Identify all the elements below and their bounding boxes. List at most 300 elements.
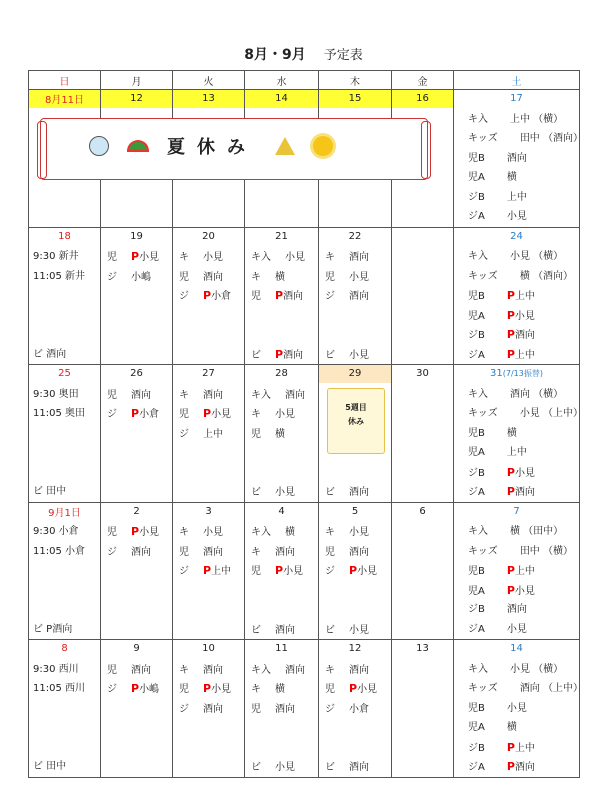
schedule-line: [29, 325, 100, 345]
p-mark: P: [203, 407, 212, 420]
mon-cell: [101, 520, 173, 640]
schedule-line: [319, 286, 391, 306]
class-code: 児B: [468, 702, 485, 714]
schedule-line: ビ 酒向: [33, 348, 67, 360]
schedule-line: [454, 660, 579, 680]
date-cell: [101, 502, 173, 520]
schedule-line: [173, 404, 244, 424]
schedule-line: 11:05 西川: [33, 683, 85, 694]
class-code: 児: [107, 389, 117, 401]
date-cell: [319, 640, 392, 658]
instructor-name: 酒向 （横）: [510, 388, 564, 400]
class-code: 児: [107, 664, 117, 676]
instructor-name: 酒向: [349, 252, 369, 263]
tue-cell: [173, 520, 245, 640]
class-code: キ入: [468, 251, 488, 262]
instructor-name: 小見: [275, 409, 295, 420]
class-code: ジA: [468, 762, 485, 773]
instructor-name: 小見: [357, 684, 378, 695]
date-cell: [29, 502, 101, 520]
p-mark: P: [506, 564, 515, 577]
class-code: キ入: [468, 663, 488, 675]
instructor-name: 酒向: [275, 546, 295, 558]
date-row: [29, 227, 580, 245]
schedule-line: [454, 168, 579, 188]
schedule-line: [319, 738, 391, 758]
schedule-line: [245, 660, 318, 680]
class-code: ジB: [468, 604, 485, 615]
date-cell: [319, 227, 392, 245]
schedule-line: [245, 561, 318, 581]
schedule-line: [245, 757, 318, 777]
schedule-line: [454, 443, 579, 463]
schedule-line: [173, 679, 244, 699]
instructor-name: 小見: [139, 527, 160, 538]
date-note: (7/13振替): [502, 369, 543, 379]
sunday-cell: [29, 383, 101, 503]
class-code: キ入: [468, 113, 488, 125]
schedule-line: [29, 561, 100, 581]
class-code: キ入: [251, 527, 271, 538]
schedule-line: ビ P酒向: [33, 623, 73, 635]
schedule-line: [29, 738, 100, 758]
schedule-line: [454, 345, 579, 365]
class-code: 児: [251, 703, 261, 715]
date-cell: [245, 227, 319, 245]
class-code: 児B: [468, 566, 485, 577]
instructor-name: 酒向: [349, 487, 369, 498]
instructor-name: P上中: [506, 740, 535, 754]
p-mark: P: [275, 347, 284, 361]
date-row: [29, 90, 580, 108]
date-label: 13: [416, 643, 429, 655]
date-label: 30: [416, 368, 429, 380]
date-cell: [319, 502, 392, 520]
instructor-name: 田中 （横）: [519, 545, 573, 557]
schedule-line: [245, 738, 318, 758]
date-label: 12: [348, 643, 362, 655]
class-code: キ: [325, 664, 335, 676]
instructor-name: 酒向: [283, 291, 304, 302]
schedule-line: [245, 325, 318, 345]
instructor-name: P上中: [506, 564, 535, 577]
instructor-name: 横: [285, 527, 295, 538]
schedule-line: [29, 424, 100, 444]
class-code: キッズ: [468, 683, 498, 694]
schedule-line: [319, 757, 391, 777]
date-cell: [173, 365, 245, 383]
friday-cell: [392, 245, 454, 365]
schedule-line: [454, 522, 579, 542]
schedule-line: [319, 600, 391, 620]
sun-icon: [313, 136, 333, 156]
schedule-line: [319, 306, 391, 326]
schedule-line: [173, 286, 244, 306]
class-code: 児: [251, 428, 261, 440]
instructor-name: 小倉: [349, 703, 369, 715]
weekday-wed: 水: [245, 71, 319, 90]
date-cell: [29, 227, 101, 245]
date-label: 13: [202, 93, 215, 105]
schedule-line: [101, 247, 172, 267]
date-cell: [392, 502, 454, 520]
instructor-name: 酒向: [131, 389, 151, 401]
sunday-cell: [29, 245, 101, 365]
class-code: ビ: [325, 762, 335, 773]
instructor-name: P小見: [506, 308, 535, 322]
schedule-line: [245, 267, 318, 287]
schedule-line: [319, 522, 391, 542]
date-label: 8: [61, 643, 68, 655]
class-code: ジ: [325, 703, 335, 715]
class-code: キ: [325, 527, 335, 538]
class-code: 児B: [468, 427, 485, 439]
instructor-name: 小倉: [211, 291, 232, 302]
schedule-line: [101, 660, 172, 680]
saturday-cell: [454, 383, 583, 503]
instructor-name: 酒向: [203, 703, 223, 715]
instructor-name: 酒向: [131, 664, 151, 676]
instructor-name: P酒向: [506, 760, 535, 773]
instructor-name: 小見: [349, 527, 369, 538]
schedule-line: [454, 385, 579, 405]
thu-cell: [319, 520, 392, 640]
schedule-line: [29, 286, 100, 306]
class-code: 児B: [468, 152, 485, 164]
p-mark: P: [203, 564, 212, 577]
date-label: 18: [58, 230, 71, 242]
class-code: ジ: [179, 291, 189, 302]
p-mark: P: [349, 682, 358, 695]
tue-cell: [173, 245, 245, 365]
class-code: ジ: [179, 428, 189, 440]
instructor-name: 酒向: [203, 389, 223, 401]
schedule-line: [454, 247, 579, 267]
week-row: [29, 520, 580, 640]
instructor-name: 酒向: [131, 546, 151, 558]
instructor-name: 酒向: [283, 349, 304, 361]
schedule-line: [319, 325, 391, 345]
date-label: 27: [202, 368, 215, 380]
date-cell: [319, 90, 392, 108]
schedule-line: [245, 385, 318, 405]
date-label: 25: [58, 368, 71, 380]
date-cell: [392, 640, 454, 658]
date-cell: [173, 502, 245, 520]
schedule-line: [454, 561, 579, 581]
schedule-line: [173, 247, 244, 267]
schedule-line: [454, 542, 579, 562]
schedule-line: [319, 247, 391, 267]
note-line2: 休み: [348, 417, 364, 426]
schedule-line: [319, 718, 391, 738]
class-code: ジ: [325, 566, 335, 577]
schedule-line: [454, 738, 579, 758]
mon-cell: [101, 245, 173, 365]
instructor-name: 酒向: [285, 664, 305, 676]
schedule-line: [101, 385, 172, 405]
class-code: ジ: [179, 703, 189, 715]
schedule-line: ビ 田中: [33, 486, 67, 497]
class-code: キ入: [468, 526, 488, 537]
date-row: [29, 365, 580, 383]
p-mark: P: [131, 525, 140, 538]
class-code: ジA: [468, 349, 485, 361]
class-code: キ: [251, 684, 261, 695]
class-code: キッズ: [468, 545, 498, 557]
schedule-line: [454, 110, 579, 130]
saturday-cell: [454, 245, 580, 365]
instructor-name: 酒向: [506, 604, 527, 615]
schedule-line: [173, 424, 244, 444]
schedule-line: [245, 247, 318, 267]
schedule-line: [454, 424, 579, 444]
schedule-line: [454, 699, 579, 719]
schedule-line: [454, 207, 579, 227]
class-code: キッズ: [468, 133, 498, 144]
class-code: 児: [107, 252, 117, 263]
date-cell: [454, 90, 580, 108]
date-label: 9: [133, 643, 140, 655]
schedule-line: [319, 620, 391, 640]
schedule-line: 9:30 西川: [33, 663, 79, 675]
date-cell: [173, 640, 245, 658]
schedule-line: [29, 699, 100, 719]
p-mark: P: [131, 682, 140, 695]
date-label: 29: [348, 368, 362, 380]
date-label: 20: [202, 230, 215, 242]
date-cell: [319, 365, 392, 383]
weekday-mon: 月: [101, 71, 173, 90]
date-cell: [29, 365, 101, 383]
instructor-name: 小見 （横）: [510, 251, 564, 262]
schedule-line: [454, 404, 583, 424]
schedule-line: [454, 482, 579, 502]
schedule-line: [454, 600, 579, 620]
instructor-name: 小見 （上中）: [519, 408, 583, 419]
schedule-line: 9:30 新井: [33, 251, 79, 262]
instructor-name: 小見: [506, 211, 527, 222]
schedule-line: [245, 482, 318, 502]
class-code: キ入: [251, 252, 271, 263]
instructor-name: 酒向: [203, 271, 223, 283]
schedule-line: [319, 542, 391, 562]
schedule-line: [245, 581, 318, 601]
instructor-name: 小見: [506, 702, 527, 714]
class-code: キ: [251, 271, 261, 283]
instructor-name: 小見: [357, 566, 378, 577]
class-code: ビ: [325, 487, 335, 498]
schedule-line: [454, 463, 579, 483]
wed-cell: [245, 658, 319, 778]
date-cell: [454, 227, 580, 245]
date-label: 8月11日: [44, 95, 85, 107]
schedule-line: [454, 306, 579, 326]
date-cell: [392, 90, 454, 108]
p-mark: P: [506, 583, 515, 597]
schedule-line: [245, 404, 318, 424]
schedule-line: [245, 699, 318, 719]
instructor-name: 小見: [139, 252, 160, 263]
instructor-name: 酒向: [285, 389, 305, 401]
wed-cell: [245, 383, 319, 503]
instructor-name: 上中: [211, 566, 232, 577]
date-cell: [245, 90, 319, 108]
class-code: キ: [325, 252, 335, 263]
p-mark: P: [275, 289, 284, 302]
date-cell: [173, 90, 245, 108]
date-label: 16: [416, 93, 429, 105]
schedule-line: [319, 561, 391, 581]
p-mark: P: [275, 564, 284, 577]
schedule-line: [245, 542, 318, 562]
p-mark: P: [506, 760, 515, 773]
instructor-name: 上中: [506, 191, 527, 203]
class-code: ビ: [251, 349, 261, 361]
saturday-cell: [454, 108, 583, 228]
weekday-header: [29, 71, 580, 90]
instructor-name: 横 （田中）: [510, 526, 564, 537]
banner-text: 夏休み: [167, 137, 257, 158]
schedule-line: [29, 581, 100, 601]
p-mark: P: [203, 289, 212, 302]
schedule-line: [173, 660, 244, 680]
weekday-sat: 土: [454, 71, 580, 90]
date-label: 5: [351, 505, 359, 517]
class-code: ジA: [468, 623, 485, 635]
saturday-cell: [454, 658, 583, 778]
schedule-line: [454, 267, 579, 287]
schedule-line: [173, 385, 244, 405]
class-code: ジ: [107, 684, 117, 695]
saturday-cell: [454, 520, 580, 640]
date-cell: [173, 227, 245, 245]
sunday-cell: [29, 520, 101, 640]
weekday-sun: 日: [29, 71, 101, 90]
date-label: 11: [275, 643, 288, 655]
instructor-name: 酒向: [203, 546, 223, 558]
schedule-line: [29, 463, 100, 483]
schedule-line: [454, 757, 579, 777]
date-label: 26: [130, 368, 143, 380]
class-code: 児: [179, 271, 189, 283]
schedule-line: 9:30 小倉: [33, 526, 79, 537]
p-mark: P: [203, 682, 212, 695]
p-mark: P: [506, 347, 515, 361]
date-label: 7: [513, 505, 520, 517]
schedule-line: [319, 345, 391, 365]
class-code: キッズ: [468, 408, 498, 419]
p-mark: P: [349, 564, 358, 577]
class-code: 児A: [468, 722, 485, 733]
week-row: [29, 658, 580, 778]
schedule-line: [454, 718, 579, 738]
class-code: ジA: [468, 211, 485, 222]
week-row: [29, 245, 580, 365]
page-title: [0, 44, 607, 64]
instructor-name: 横: [506, 172, 517, 183]
instructor-name: 酒向: [349, 546, 369, 558]
instructor-name: 横: [506, 427, 517, 439]
instructor-name: 酒向: [275, 624, 295, 636]
date-cell: [29, 90, 101, 108]
instructor-name: 田中 （酒向）: [519, 133, 583, 144]
class-code: ジB: [468, 330, 485, 341]
date-label: 12: [130, 93, 143, 105]
instructor-name: P上中: [506, 347, 535, 361]
p-mark: P: [131, 407, 140, 420]
class-code: ジ: [179, 566, 189, 577]
class-code: ビ: [251, 487, 261, 498]
schedule-line: 11:05 新井: [33, 270, 85, 282]
wed-cell: [245, 245, 319, 365]
bird-icon: [89, 136, 109, 156]
date-label: 14: [510, 643, 523, 655]
date-cell: [101, 640, 173, 658]
instructor-name: 小見: [506, 623, 527, 635]
date-label: 10: [202, 643, 215, 655]
schedule-line: [245, 718, 318, 738]
thu-cell: [319, 245, 392, 365]
class-code: 児: [179, 546, 189, 558]
instructor-name: 横: [275, 684, 285, 695]
schedule-line: [454, 286, 579, 306]
title-sub: 予定表: [323, 48, 363, 63]
date-row: [29, 640, 580, 658]
instructor-name: 小見: [349, 349, 369, 361]
class-code: ジB: [468, 191, 485, 203]
class-code: ジB: [468, 467, 485, 479]
date-label: 22: [348, 230, 362, 242]
date-cell: [245, 502, 319, 520]
schedule-line: [173, 699, 244, 719]
schedule-line: [454, 325, 579, 345]
schedule-line: [245, 306, 318, 326]
class-code: ビ: [325, 349, 335, 361]
instructor-name: 横: [275, 428, 285, 440]
date-label: 28: [275, 368, 288, 380]
schedule-line: [454, 581, 579, 601]
class-code: ジ: [107, 271, 117, 283]
date-cell: [101, 227, 173, 245]
schedule-line: [29, 306, 100, 326]
schedule-line: [454, 620, 579, 640]
date-cell: [101, 365, 173, 383]
schedule-line: [29, 600, 100, 620]
instructor-name: 酒向: [506, 152, 527, 164]
schedule-line: [101, 679, 172, 699]
class-code: キ: [251, 546, 261, 558]
date-cell: [392, 365, 454, 383]
schedule-line: [454, 679, 583, 699]
date-label: 14: [275, 93, 288, 105]
instructor-name: 酒向 （上中）: [519, 683, 583, 694]
instructor-name: P小見: [506, 465, 535, 479]
class-code: 児A: [468, 585, 485, 597]
date-label: 9月1日: [48, 507, 81, 519]
date-cell: [29, 640, 101, 658]
schedule-line: [454, 188, 579, 208]
class-code: キ: [179, 389, 189, 401]
date-cell: [101, 90, 173, 108]
schedule-line: [245, 286, 318, 306]
date-label: 21: [275, 230, 288, 242]
summer-break-banner: [40, 118, 428, 180]
note-line1: 5週目: [345, 403, 367, 412]
thu-cell: [319, 658, 392, 778]
friday-cell: [392, 383, 454, 503]
tue-cell: [173, 658, 245, 778]
